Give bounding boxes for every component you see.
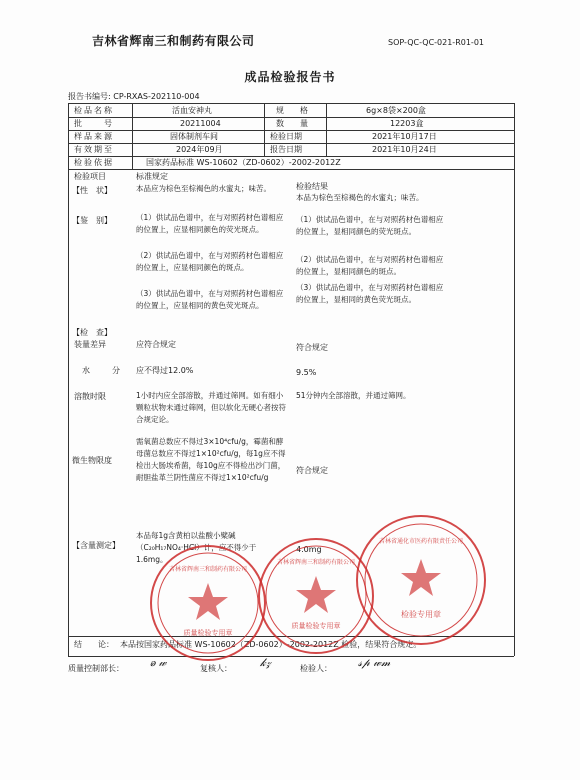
qty-label: 数 量 [276,119,308,128]
conclusion-text: 本品按国家药品标准 WS-10602（ZD-0602）-2002-2012Z 检验，结果符合规定。 [120,640,422,649]
weight-standard: 应符合规定 [136,340,176,349]
assay-label: 【含量测定】 [72,541,120,550]
col-header-standard: 标准规定 [136,172,168,181]
expiry-label: 有效期至 [74,145,114,154]
table-col-divider [132,156,133,169]
table-row-divider [68,130,514,131]
ident-standard-3: （3）供试品色谱中，在与对照药材色谱相应的位置上，应显相同的黄色荧光斑点。 [136,289,284,310]
dissolve-standard: 1小时内应全部溶散，并通过筛网。如有细小颗粒状物未通过筛网，但以软化无硬心者按符合规定论。 [136,391,286,424]
qty-value: 12203盒 [390,119,424,128]
check-date-label: 检验日期 [270,132,302,141]
quality-stamp-2 [258,538,374,654]
water-result: 9.5% [296,368,317,377]
reviewer-label: 复核人： [200,664,232,673]
basis-label: 检验依据 [74,158,114,167]
micro-label: 微生物限度 [72,456,112,465]
report-number [68,91,200,102]
table-row-divider [68,156,514,157]
micro-result: 符合规定 [296,466,328,475]
table-border-top [68,103,514,104]
source-value: 固体制剂车间 [170,132,218,141]
report-date-label: 报告日期 [270,145,302,154]
conclusion-label: 结 论： [74,640,114,649]
inspector-label: 检验人： [300,664,332,673]
table-row-divider [68,117,514,118]
ident-label: 【鉴 别】 [72,216,112,225]
micro-standard: 需氧菌总数应不得过3×10⁴cfu/g，霉菌和酵母菌总数应不得过1×10²cfu/g，每1g应不得检出大肠埃希菌，每10g应不得检出沙门菌，耐胆盐革兰阴性菌应不得过1×10²cfu/g [136,437,286,482]
stamp3-text: 吉林省通化市医药有限责任公司 [378,538,464,545]
table-row-divider [68,169,514,170]
spec-value: 6g×8袋×200盒 [366,106,426,115]
company-name: 吉林省辉南三和制药有限公司 [92,34,255,48]
ident-standard-1: （1）供试品色谱中，在与对照药材色谱相应的位置上，应显相同颜色的荧光斑点。 [136,213,284,234]
col-header-result: 检验结果 [296,182,328,191]
water-standard: 应不得过12.0% [136,366,194,375]
ident-result-1: （1）供试品色谱中，在与对照药材色谱相应的位置上，显相同颜色的荧光斑点。 [296,215,444,236]
table-border-right [514,103,515,656]
dissolve-result: 51分钟内全部溶散，并通过筛网。 [296,391,411,400]
stamp2-sub: 质量检验专用章 [291,622,341,630]
report-date-value: 2021年10月24日 [372,145,437,154]
report-number-value: CP-RXAS-202110-004 [113,92,200,101]
batch-label: 批 号 [74,119,114,128]
report-number-label: 报告书编号: [68,92,111,101]
table-col-divider [132,103,133,156]
stamp3-sub: 检验专用章 [401,610,441,619]
quality-stamp-3 [356,515,486,645]
stamp1-sub: 质量检验专用章 [183,629,233,637]
assay-standard: 本品每1g含黄柏以盐酸小檗碱（C₂₀H₁₇NO₄·HCl）计，应不得少于1.6mg。 [136,531,257,564]
assay-result: 4.0mg [296,545,322,554]
weight-result: 符合规定 [296,343,328,352]
weight-label: 装量差异 [74,340,106,349]
stamp2-text: 吉林省辉南三和制药有限公司 [276,559,356,566]
report-title: 成品检验报告书 [244,70,336,84]
check-label: 【检 查】 [72,328,112,337]
dissolve-label: 溶散时限 [74,392,106,401]
product-value: 活血安神丸 [172,106,212,115]
quality-stamp-1 [150,545,266,661]
trait-label: 【性 状】 [72,186,112,195]
col-header-item: 检验项目 [74,172,106,181]
water-label: 水 分 [82,366,122,375]
table-col-divider [326,103,327,156]
ident-result-2: （2）供试品色谱中，在与对照药材色谱相应的位置上，显相同颜色的斑点。 [296,255,444,276]
trait-result: 本品为棕色至棕褐色的水蜜丸；味苦。 [296,193,424,202]
ident-standard-2: （2）供试品色谱中，在与对照药材色谱相应的位置上，应显相同颜色的斑点。 [136,251,284,272]
reviewer-signature: 𝓀𝓏 [260,656,272,669]
table-border-bottom [68,656,514,657]
check-date-value: 2021年10月17日 [372,132,437,141]
basis-value: 国家药品标准 WS-10602（ZD-0602）-2002-2012Z [146,158,341,167]
product-label: 检品名称 [74,106,114,115]
trait-standard: 本品应为棕色至棕褐色的水蜜丸；味苦。 [136,184,271,193]
spec-label: 规 格 [276,106,308,115]
table-row-divider [68,143,514,144]
ident-result-3: （3）供试品色谱中，在与对照药材色谱相应的位置上，显相同的黄色荧光斑点。 [296,283,444,304]
stamp1-text: 吉林省辉南三和制药有限公司 [168,566,248,573]
qa-head-signature: ꭷ 𝓌 [150,656,167,669]
qa-head-label: 质量控制部长： [68,664,124,673]
inspector-signature: 𝓈𝓅 𝓌𝓂 [358,656,391,669]
table-border-left [68,103,69,656]
source-label: 样品来源 [74,132,114,141]
table-col-divider [264,103,265,156]
batch-value: 20211004 [180,119,221,128]
document-code: SOP-QC-QC-021-R01-01 [388,38,484,47]
expiry-value: 2024年09月 [176,145,223,154]
